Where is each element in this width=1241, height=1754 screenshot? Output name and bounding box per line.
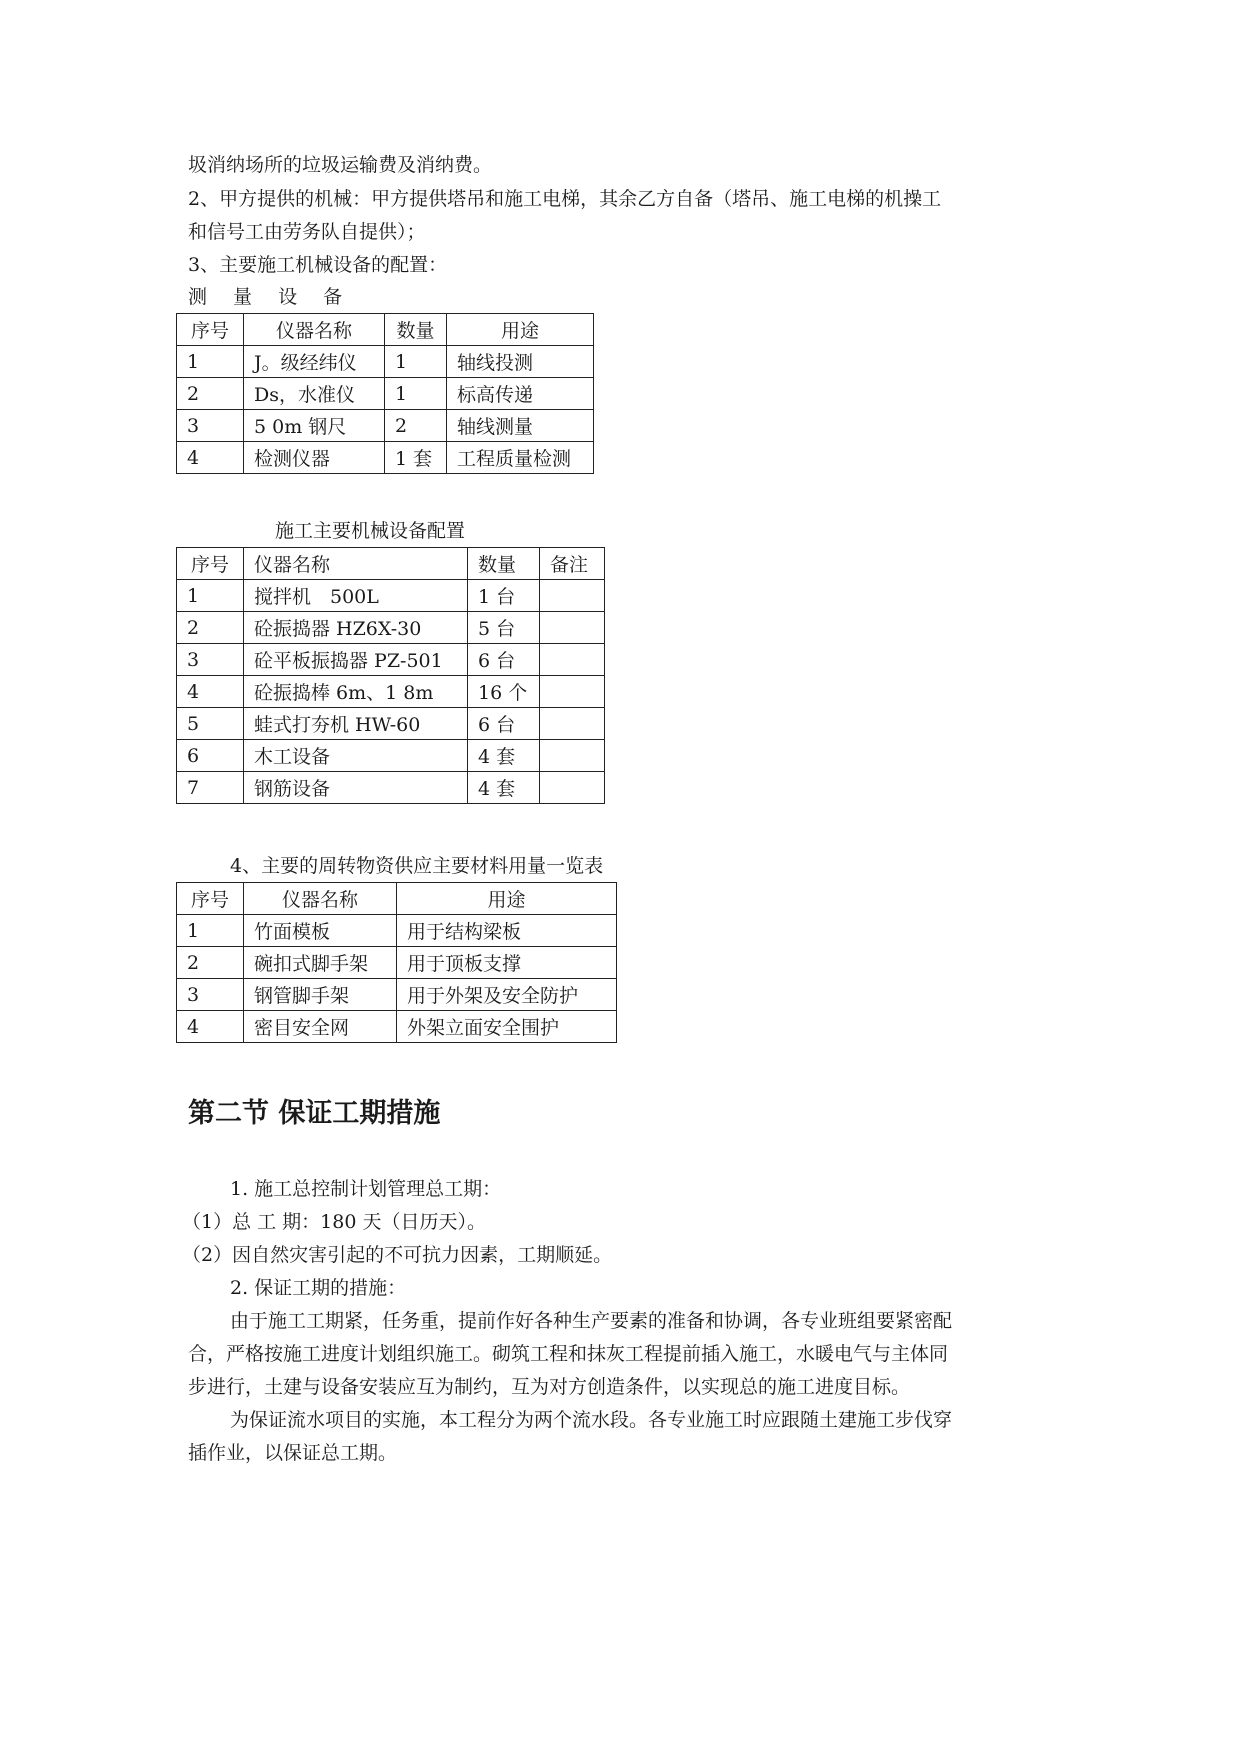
table-header-cell: 仪器名称 (244, 883, 397, 915)
paragraph-1-line-3: 步进行，土建与设备安装应互为制约，互为对方创造条件，以实现总的施工进度目标。 (188, 1376, 911, 1398)
table-header-row (177, 548, 605, 580)
table-cell: 工程质量检测 (447, 442, 594, 474)
table-row (177, 915, 617, 947)
table-row (177, 346, 594, 378)
table-cell: 5 台 (468, 612, 540, 644)
table-cell: 1 (177, 346, 244, 378)
table-header-row (177, 314, 594, 346)
table-cell (540, 772, 605, 804)
table-cell: 钢管脚手架 (244, 979, 397, 1011)
table-cell: 2 (177, 947, 244, 979)
table-header-cell: 数量 (385, 314, 447, 346)
table-cell: 1 (385, 378, 447, 410)
schedule-plan-line: 1. 施工总控制计划管理总工期： (230, 1178, 502, 1200)
table-cell: 外架立面安全围护 (397, 1011, 617, 1043)
table2-title: 施工主要机械设备配置 (275, 520, 466, 542)
table-header-cell: 用途 (397, 883, 617, 915)
table-header-cell: 用途 (447, 314, 594, 346)
table-header-cell: 序号 (177, 883, 244, 915)
table-cell: 轴线投测 (447, 346, 594, 378)
intro-line-4: 3、主要施工机械设备的配置： (188, 254, 448, 276)
table-cell: 16 个 (468, 676, 540, 708)
table-row (177, 1011, 617, 1043)
table-cell: 蛙式打夯机 HW-60 (244, 708, 468, 740)
table-cell: 2 (177, 612, 244, 644)
total-duration-line: （1）总 工 期：180 天（日历天）。 (182, 1211, 486, 1233)
table-cell: 2 (385, 410, 447, 442)
paragraph-2-line-2: 插作业，以保证总工期。 (188, 1442, 398, 1464)
table-cell: 木工设备 (244, 740, 468, 772)
table-cell: 4 (177, 676, 244, 708)
intro-line-2: 2、甲方提供的机械：甲方提供塔吊和施工电梯，其余乙方自备（塔吊、施工电梯的机操工 (188, 188, 942, 210)
table-cell (540, 708, 605, 740)
table-row (177, 580, 605, 612)
table-cell: 2 (177, 378, 244, 410)
table-cell: 用于外架及安全防护 (397, 979, 617, 1011)
materials-table (176, 882, 617, 1043)
table-cell: 3 (177, 979, 244, 1011)
table3-title: 4、主要的周转物资供应主要材料用量一览表 (230, 855, 604, 877)
machinery-table (176, 547, 605, 804)
table-header-cell: 数量 (468, 548, 540, 580)
table-row (177, 947, 617, 979)
table-cell: 砼振捣器 HZ6X-30 (244, 612, 468, 644)
table-row (177, 740, 605, 772)
table-cell: 砼平板振捣器 PZ-501 (244, 644, 468, 676)
table-header-row (177, 883, 617, 915)
table-cell: 3 (177, 410, 244, 442)
table-cell: 4 (177, 442, 244, 474)
paragraph-1-line-1: 由于施工工期紧，任务重，提前作好各种生产要素的准备和协调，各专业班组要紧密配 (230, 1310, 953, 1332)
table-cell: 碗扣式脚手架 (244, 947, 397, 979)
measures-heading-line: 2. 保证工期的措施： (230, 1277, 407, 1299)
paragraph-2-line-1: 为保证流水项目的实施，本工程分为两个流水段。各专业施工时应跟随土建施工步伐穿 (230, 1409, 953, 1431)
table-cell (540, 612, 605, 644)
table-cell: 7 (177, 772, 244, 804)
intro-line-3: 和信号工由劳务队自提供）； (188, 221, 426, 243)
table-cell: 4 套 (468, 772, 540, 804)
paragraph-1-line-2: 合，严格按施工进度计划组织施工。砌筑工程和抹灰工程提前插入施工，水暖电气与主体同 (188, 1343, 949, 1365)
table-cell: 密目安全网 (244, 1011, 397, 1043)
table-cell: 1 (385, 346, 447, 378)
table-cell: Ds，水准仪 (244, 378, 385, 410)
force-majeure-line: （2）因自然灾害引起的不可抗力因素，工期顺延。 (182, 1244, 613, 1266)
table-cell: 砼振捣棒 6m、1 8m (244, 676, 468, 708)
table-cell: 1 (177, 915, 244, 947)
table-cell: 5 (177, 708, 244, 740)
table-cell (540, 676, 605, 708)
section-heading: 第二节 保证工期措施 (188, 1098, 441, 1129)
table-cell: 1 台 (468, 580, 540, 612)
table-cell: 轴线测量 (447, 410, 594, 442)
survey-equipment-table (176, 313, 594, 474)
table-header-cell: 仪器名称 (244, 548, 468, 580)
table-row (177, 676, 605, 708)
table-cell: 用于结构梁板 (397, 915, 617, 947)
table-row (177, 644, 605, 676)
table-cell: 4 (177, 1011, 244, 1043)
table-cell: 5 0m 钢尺 (244, 410, 385, 442)
table-cell: 6 台 (468, 708, 540, 740)
table-cell: 6 台 (468, 644, 540, 676)
table-cell: 1 (177, 580, 244, 612)
table-cell: J。级经纬仪 (244, 346, 385, 378)
table-cell (540, 644, 605, 676)
table-cell: 4 套 (468, 740, 540, 772)
table-cell (540, 740, 605, 772)
table-row (177, 612, 605, 644)
table-cell: 3 (177, 644, 244, 676)
table-header-cell: 序号 (177, 548, 244, 580)
table-cell: 竹面模板 (244, 915, 397, 947)
table-cell: 检测仪器 (244, 442, 385, 474)
table-row (177, 772, 605, 804)
table-cell: 搅拌机 500L (244, 580, 468, 612)
table-row (177, 378, 594, 410)
table-header-cell: 仪器名称 (244, 314, 385, 346)
table-row (177, 442, 594, 474)
table-cell: 标高传递 (447, 378, 594, 410)
table-cell: 6 (177, 740, 244, 772)
table-cell: 钢筋设备 (244, 772, 468, 804)
table-header-cell: 备注 (540, 548, 605, 580)
table-cell: 1 套 (385, 442, 447, 474)
table-cell: 用于顶板支撑 (397, 947, 617, 979)
table-row (177, 979, 617, 1011)
table-row (177, 410, 594, 442)
table-cell (540, 580, 605, 612)
table-row (177, 708, 605, 740)
table1-title: 测 量 设 备 (188, 286, 353, 308)
table-header-cell: 序号 (177, 314, 244, 346)
intro-line-1: 圾消纳场所的垃圾运输费及消纳费。 (188, 154, 493, 176)
